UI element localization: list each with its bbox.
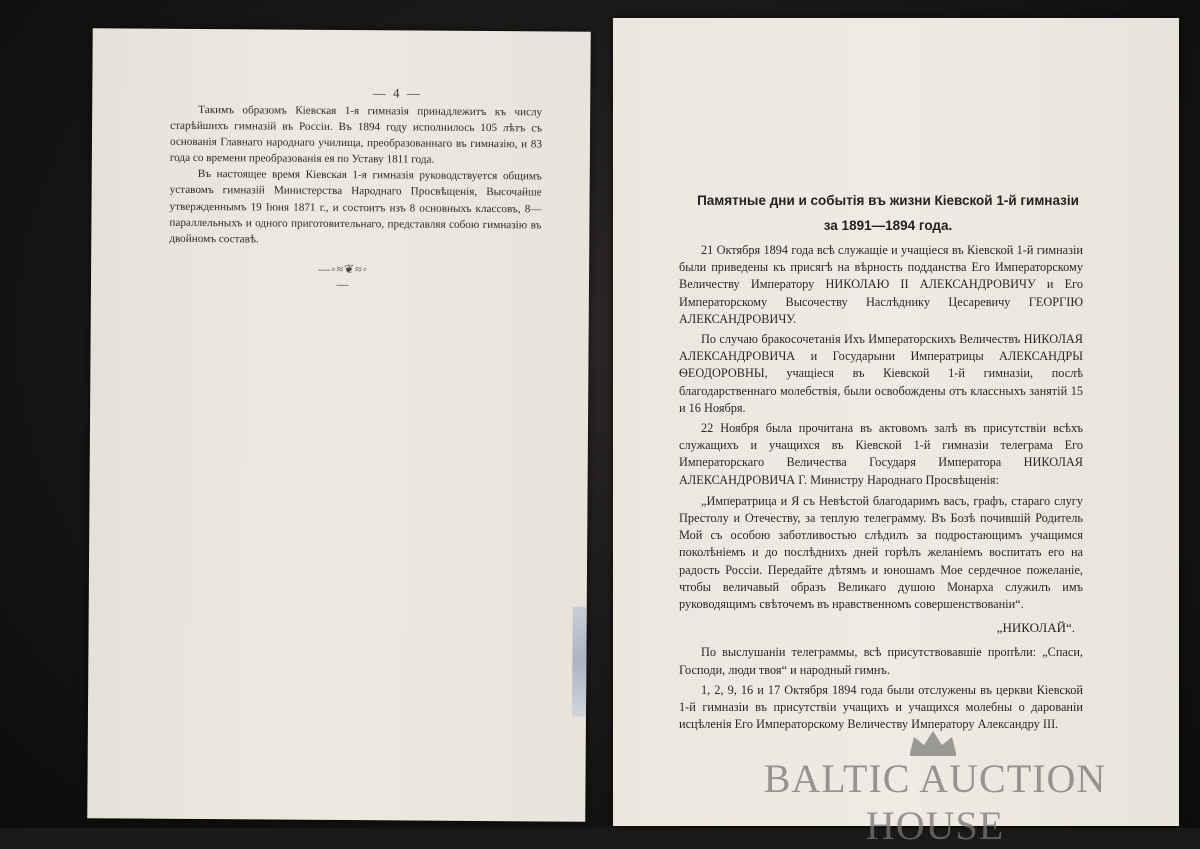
telegram-quote: „Императрица и Я съ Невѣстой благодаримъ васъ, графъ, стараго слугу Престолу и Отечеству, за теплую телеграмму. Въ Бозѣ почившій Родитель Мой съ особою заботливостью слѣдилъ за подростающимъ учащимся поколѣніемъ и до послѣднихъ дней горѣлъ желаніемъ воспитать его на радость Россіи. Передайте дѣтямъ и юношамъ Мое сердечное пожеланіе, чтобы величавый образъ Великаго душою Монарха служилъ имъ руководящимъ свѣточемъ въ нравственномъ совершенствованіи“. bbox=[679, 493, 1083, 612]
paragraph-wedding: По случаю бракосочетанія Ихъ Императорскихъ Величествъ НИКОЛАЯ АЛЕКСАНДРОВИЧА и Государыни Императрицы АЛЕКСАНДРЫ ѲЕОДОРОВНЫ, учащіеся въ Кіевской 1-й гимназіи, послѣ благодарственнаго молебствія, были освобождены отъ классныхъ занятій 15 и 16 Ноября. bbox=[679, 332, 1083, 415]
paragraph-oath: 21 Октября 1894 года всѣ служащіе и учащіеся въ Кіевской 1-й гимназіи были приведены къ присягѣ на вѣрность подданства Его Императорскому Величеству Императору НИКОЛАЮ II АЛЕКСАНДРОВИЧУ и Его Императорскому Высочеству Наслѣднику Цесаревичу ГЕОРГІЮ АЛЕКСАНДРОВИЧУ. bbox=[679, 243, 1083, 326]
ornament-divider: —◦≈❦≈◦— bbox=[318, 261, 368, 292]
left-page bbox=[87, 28, 591, 821]
paragraph-prayers: 1, 2, 9, 16 и 17 Октября 1894 года были отслужены въ церкви Кіевской 1-й гимназіи въ присутствіи учащихъ и учащихся молебны о дарованіи исцѣленія Его Императорскому Величеству Императору Александру III. bbox=[679, 682, 1083, 732]
crown-icon bbox=[906, 727, 960, 757]
title-line-2: за 1891—1894 года. bbox=[823, 218, 953, 233]
title-line-1: Памятные дни и событія въ жизни Кіевской 1-й гимназіи bbox=[697, 193, 1079, 208]
left-page-text bbox=[169, 102, 542, 249]
paragraph-telegram: 22 Ноября была прочитана въ актовомъ залѣ въ присутствіи всѣхъ служащихъ и учащихся въ Кіевской 1-й гимназіи телеграма Его Императорскаго Величества Государя Императора НИКОЛАЯ АЛЕКСАНДРОВИЧА Г. Министру Народнаго Просвѣщенія: bbox=[679, 421, 1083, 487]
left-paragraph-2: Въ настоящее время Кіевская 1-я гимназія руководствуется общимъ уставомъ гимназій Министерства Народнаго Просвѣщенія, Высочайше утвержденнымъ 19 Іюня 1871 г., и состоитъ изъ 8 основныхъ классовъ, 8—параллельныхъ и одного приготовительнаго, представляя собою гимназію въ двойномъ составѣ. bbox=[169, 168, 542, 246]
page-number: — 4 — bbox=[372, 85, 422, 101]
watermark-text: BALTIC AUCTION HOUSE bbox=[763, 756, 1107, 848]
signature: „НИКОЛАЙ“. bbox=[996, 620, 1075, 636]
page-edge-stain bbox=[572, 607, 587, 717]
page-title bbox=[653, 188, 1123, 238]
right-page-text bbox=[679, 242, 1083, 736]
left-paragraph-1: Такимъ образомъ Кіевская 1-я гимназія принадлежитъ къ числу старѣйшихъ гимназій въ Россіи. Въ 1894 году исполнилось 105 лѣтъ съ основанія Главнаго народнаго училища, преобразованнаго въ гимназію, и 83 года со времени преобразованія ея по Уставу 1811 года. bbox=[169, 104, 543, 166]
paragraph-anthem: По выслушаніи телеграммы, всѣ присутствовавшіе пропѣли: „Спаси, Господи, люди твоя“ и народный гимнъ. bbox=[679, 645, 1083, 677]
right-page bbox=[613, 18, 1179, 826]
